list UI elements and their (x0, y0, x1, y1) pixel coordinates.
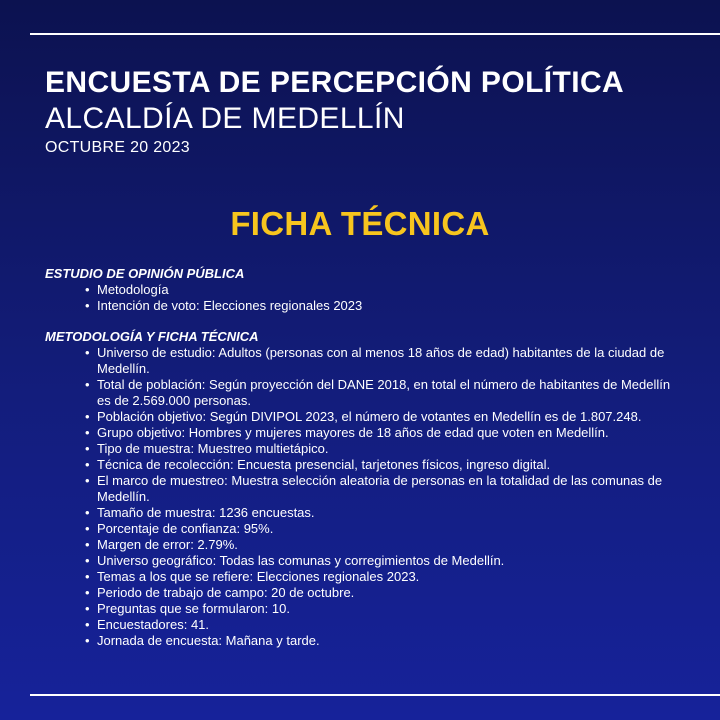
list-item: • Margen de error: 2.79%. (85, 537, 685, 553)
list-item: • Universo geográfico: Todas las comunas y corregimientos de Medellín. (85, 553, 685, 569)
list-item: • Preguntas que se formularon: 10. (85, 601, 685, 617)
list-item: • Tamaño de muestra: 1236 encuestas. (85, 505, 685, 521)
list-item: • Grupo objetivo: Hombres y mujeres mayores de 18 años de edad que voten en Medellín. (85, 425, 685, 441)
page-date: OCTUBRE 20 2023 (45, 139, 191, 156)
list-item: • Intención de voto: Elecciones regionales 2023 (85, 298, 685, 314)
content (45, 266, 685, 649)
list-item: • Periodo de trabajo de campo: 20 de octubre. (85, 585, 685, 601)
section-title-metodologia: METODOLOGÍA Y FICHA TÉCNICA (45, 329, 259, 344)
list-item: • Porcentaje de confianza: 95%. (85, 521, 685, 537)
metodologia-list (45, 345, 685, 649)
list-item: • Tipo de muestra: Muestreo multietápico. (85, 441, 685, 457)
list-item: • Población objetivo: Según DIVIPOL 2023, el número de votantes en Medellín es de 1.807.248. (85, 409, 685, 425)
list-item: • Universo de estudio: Adultos (personas con al menos 18 años de edad) habitantes de la ciudad de Medellín. (85, 345, 685, 377)
list-item: • Encuestadores: 41. (85, 617, 685, 633)
list-item: • El marco de muestreo: Muestra selección aleatoria de personas en la totalidad de las comunas de Medellín. (85, 473, 685, 505)
section-title-estudio: ESTUDIO DE OPINIÓN PÚBLICA (45, 266, 245, 281)
list-item: • Temas a los que se refiere: Elecciones regionales 2023. (85, 569, 685, 585)
estudio-list (45, 282, 685, 314)
list-item: • Metodología (85, 282, 685, 298)
page-title: ENCUESTA DE PERCEPCIÓN POLÍTICA (45, 66, 625, 99)
page-subtitle: ALCALDÍA DE MEDELLÍN (45, 102, 405, 135)
header (45, 64, 705, 160)
top-divider (30, 33, 720, 35)
ficha-tecnica-heading: FICHA TÉCNICA (230, 205, 490, 242)
list-item: • Total de población: Según proyección del DANE 2018, en total el número de habitantes de Medellín es de 2.569.000 personas. (85, 377, 685, 409)
bottom-divider (30, 694, 720, 696)
list-item: • Técnica de recolección: Encuesta presencial, tarjetones físicos, ingreso digital. (85, 457, 685, 473)
list-item: • Jornada de encuesta: Mañana y tarde. (85, 633, 685, 649)
